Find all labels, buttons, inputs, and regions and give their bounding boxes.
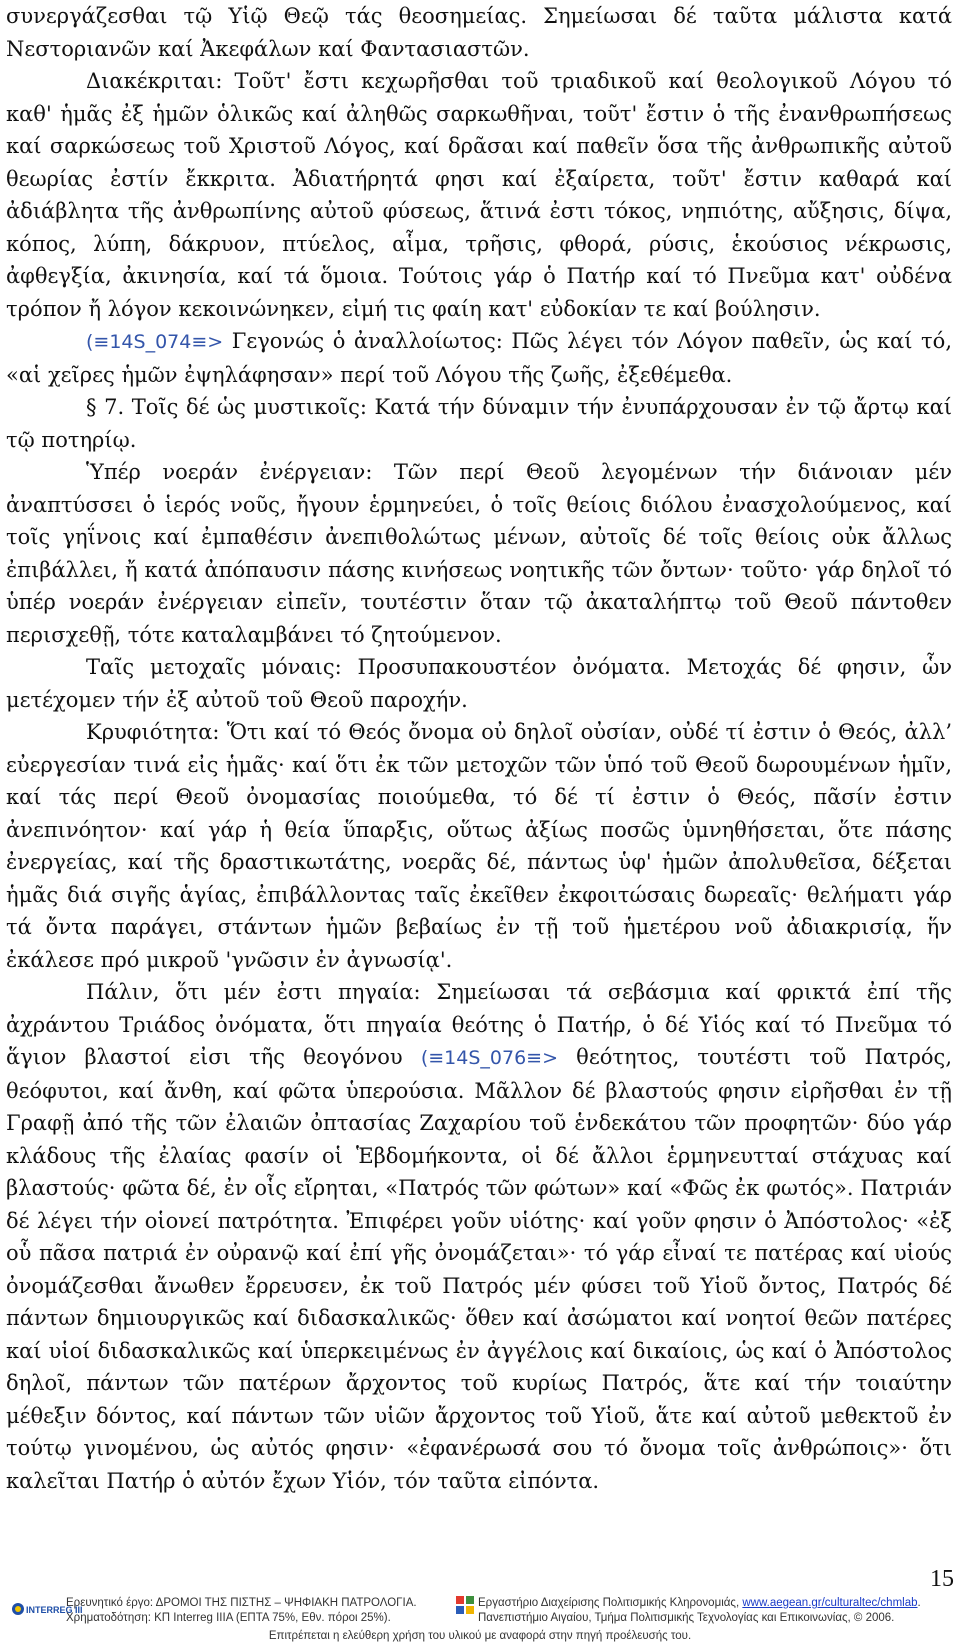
paragraph-text: Πάλιν, ὅτι μέν ἐστι πηγαία: Σημείωσαι τά σεβάσμια καί φρικτά ἐπί τῆς ἀχράντου Τριάδος ὀνόματα, ὅτι πηγαία θεότης ὁ Πατήρ, ὁ δέ Υἱός καί τό Πνεῦμα τό ἅγιον βλαστοί εἰσι τῆς θεογόνου (6, 980, 952, 1069)
footer-usage-note: Επιτρέπεται η ελεύθερη χρήση του υλικού με αναφορά στην πηγή προέλευσής του. (268, 1630, 692, 1642)
lab-logo-icon (456, 1596, 474, 1614)
footer (0, 1588, 960, 1647)
paragraph-text: Γεγονώς ὁ ἀναλλοίωτος: Πῶς λέγει τόν Λόγον παθεῖν, ὡς καί τό, «αἱ χεῖρες ἡμῶν ἐψηλάφησαν» περί τοῦ Λόγου τῆς ζωῆς, ἐξεθέμεθα. (6, 329, 952, 387)
interreg-logo-text: INTERREG III (26, 1605, 83, 1615)
page-marker-link[interactable]: (≡14S_074≡> (86, 331, 224, 353)
paragraph-text: § 7. Τοῖς δέ ὡς μυστικοῖς: Κατά τήν δύναμιν τήν ἐνυπάρχουσαν ἐν τῷ ἄρτῳ καί τῷ ποτηρίῳ. (6, 395, 952, 452)
footer-project-info (66, 1596, 417, 1626)
paragraph-text: Ὑπέρ νοεράν ἐνέργειαν: Τῶν περί Θεοῦ λεγομένων τήν διάνοιαν μέν ἀναπτύσσει ὁ ἱερός νοῦς, ἤγουν ἑρμηνεύει, ὁ τοῖς θείοις διόλου ἐνασχολούμενος, καί τοῖς γηΐνοις καί ἐμπαθέσιν ἀνεπιθολώτως μένων, αὐτοῖς δέ τοῖς θείοις οὐκ ἄλλως ἐπιβάλλει, ἤ κατά ἀπόπαυσιν πάσης κινήσεως νοητικῆς τῶν ὄντων· τοῦτο· γάρ δηλοῖ τό ὑπέρ νοεράν ἐνέργειαν εἰπεῖν, τουτέστιν ὅταν τῷ ἀκαταλήπτῳ τοῦ Θεοῦ πάντοθεν περισχεθῇ, τότε καταλαμβάνει τό ζητούμενον. (6, 460, 952, 647)
paragraph (6, 65, 952, 325)
page-number: 15 (930, 1566, 954, 1592)
paragraph-text: θεότητος, τουτέστι τοῦ Πατρός, θεόφυτοι, καί ἄνθη, καί φῶτα ὑπερούσια. Μᾶλλον δέ βλαστούς φησιν εἰρῆσθαι ἐν τῇ Γραφῇ ἀπό τῆς τῶν ἐλαιῶν ὀπτασίας Ζαχαρίου τοῦ ἑνδεκάτου τῶν προφητῶν· δύο γάρ κλάδους τῆς ἐλαίας φασίν οἱ Ἑβδομήκοντα, οἱ δέ ἄλλοι ἑρμηνευτταί στάχυας καί βλαστούς· φῶτα δέ, ἐν οἷς εἴρηται, «Πατρός τῶν φώτων» καί «Φῶς ἐκ φωτός». Πατριάν δέ λέγει τήν οἱονεί πατρότητα. Ἐπιφέρει γοῦν υἱότης· καί γοῦν φησιν ὁ Ἀπόστολος· «ἐξ οὗ πᾶσα πατριά ἐν οὐρανῷ καί ἐπί γῆς ὀνομάζεται»· τό γάρ εἶναί τε πατέρας καί υἱούς ὀνομάζεσθαι ἄνωθεν ἔρρευσεν, ἐκ τοῦ Πατρός μέν φύσει τοῦ Υἱοῦ ὄντος, Πατρός δέ πάντων δημιουργικῶς καί διδασκαλικῶς· ὅθεν καί ἀσώματοι καί νοητοί θεῶν πατέρες καί υἱοί διδασκαλικῶς καί ὑπερκειμένως ἐν ἀγγέλοις καί δικαίοις, ὡς καί ὁ Ἀπόστολος δηλοῖ, πάντων τῶν πατέρων ἄρχοντος τοῦ κυρίως Πατρός, ἅτε καί τήν τοιαύτην μέθεξιν δόντος, καί πάντων τῶν υἱῶν ἄρχοντος τοῦ Υἱοῦ, ἅτε καί αὐτοῦ μεθεκτοῦ ἐν τούτῳ γινομένου, ὡς αὐτός φησιν· «ἐφανέρωσά σου τό ὄνομα τοῖς ἀνθρώποις»· ὅτι καλεῖται Πατήρ ὁ αὐτόν ἔχων Υἱόν, τόν ταῦτα εἰπόντα. (6, 1045, 952, 1493)
page-marker-link[interactable]: (≡14S_076≡> (420, 1047, 559, 1069)
document-body (6, 0, 952, 1497)
paragraph (6, 456, 952, 651)
footer-project-line: Ερευνητικό έργο: ΔΡΟΜΟΙ ΤΗΣ ΠΙΣΤΗΣ – ΨΗΦΙΑΚΗ ΠΑΤΡΟΛΟΓΙΑ. (66, 1597, 417, 1609)
paragraph-text: συνεργάζεσθαι τῷ Υἱῷ Θεῷ τάς θεοσημείας. Σημείωσαι δέ ταῦτα μάλιστα κατά Νεστοριανῶν καί Ἀκεφάλων καί Φαντασιαστῶν. (6, 4, 952, 61)
footer-lab-line (478, 1596, 921, 1611)
paragraph-text: Διακέκριται: Τοῦτ' ἔστι κεχωρῆσθαι τοῦ τριαδικοῦ καί θεολογικοῦ Λόγου τό καθ' ἡμᾶς ἐξ ἡμῶν ὁλικῶς καί ἀληθῶς σαρκωθῆναι, τοῦτ' ἔστιν ὁ τῆς ἐνανθρωπήσεως καί σαρκώσεως τοῦ Χριστοῦ Λόγος, καί δρᾶσαι καί παθεῖν ὅσα τῆς ἀνθρωπικῆς αὐτοῦ θεωρίας ἐστίν ἔκκριτα. Ἀδιατήρητά φησι καί ἐξαίρετα, τοῦτ' ἔστιν καθαρά καί ἀδιάβλητα τῆς ἀνθρωπίνης αὐτοῦ φύσεως, ἅτινά ἐστι τόκος, νηπιότης, αὔξησις, δίψα, κόπος, λύπη, δάκρυον, πτύελος, αἷμα, τρῆσις, φθορά, ρύσις, ἑκούσιος νέκρωσις, ἀφθεγξία, ἀκινησία, καί τά ὅμοια. Τούτοις γάρ ὁ Πατήρ καί τό Πνεῦμα κατ' οὐδένα τρόπον ἤ λόγον κεκοινώνηκεν, εἰμή τις φαίη κατ' εὐδοκίαν τε καί βούλησιν. (6, 69, 952, 321)
lab-website-link[interactable]: www.aegean.gr/culturaltec/chmlab (742, 1597, 918, 1609)
footer-lab-text: Εργαστήριο Διαχείρισης Πολιτισμικής Κληρονομιάς, (478, 1597, 743, 1609)
document-page (6, 0, 952, 1497)
footer-university-line: Πανεπιστήμιο Αιγαίου, Τμήμα Πολιτισμικής Τεχνολογίας και Επικοινωνίας, © 2006. (478, 1612, 895, 1624)
paragraph (6, 325, 952, 391)
footer-funding-line: Χρηματοδότηση: ΚΠ Interreg IIIA (ΕΠΤΑ 75%, Εθν. πόροι 25%). (66, 1612, 391, 1624)
footer-lab-end: . (917, 1597, 921, 1609)
paragraph-text: Ταῖς μετοχαῖς μόναις: Προσυπακουστέον ὀνόματα. Μετοχάς δέ φησιν, ὧν μετέχομεν τήν ἐξ αὐτοῦ τοῦ Θεοῦ παροχήν. (6, 655, 952, 712)
paragraph (6, 976, 952, 1497)
paragraph-text: Κρυφιότητα: Ὅτι καί τό Θεός ὄνομα οὐ δηλοῖ οὐσίαν, οὐδέ τί ἐστιν ὁ Θεός, ἀλλ’ εὐεργεσίαν τινά εἰς ἡμᾶς· καί ὅτι ἐκ τῶν μετοχῶν τῶν ὑπό τοῦ Θεοῦ δωρουμένων ἡμῖν, καί τάς περί Θεοῦ ὀνομασίας ποιούμεθα, τό δέ τί ἐστιν ὁ Θεός, πᾶσίν ἐστιν ἀνεπινόητον· καί γάρ ἡ θεία ὕπαρξις, οὕτως ἀξίως ποσῶς ὑμνηθήσεται, ὅτε πάσης ἐνεργείας, καί τῆς δραστικωτάτης, νοερᾶς δέ, πάντως ὑφ' ἡμῶν ἀπολυθεῖσα, δέξεται ἡμᾶς διά σιγῆς ἁγίας, ἐπιβάλλοντας ταῖς ἐκεῖθεν ἐκφοιτώσαις δωρεαῖς· θελήματι γάρ τά ὄντα παράγει, στάντων ἡμῶν βεβαίως ἐν τῇ τοῦ ἡμετέρου νοῦ ἀδιακρισίᾳ, ἥν ἐκάλεσε πρό μικροῦ 'γνῶσιν ἐν ἀγνωσίᾳ'. (6, 720, 952, 972)
paragraph (6, 391, 952, 456)
paragraph (6, 651, 952, 716)
footer-lab-info (478, 1596, 921, 1626)
paragraph (6, 0, 952, 65)
paragraph (6, 716, 952, 976)
interreg-logo-icon (10, 1596, 83, 1622)
